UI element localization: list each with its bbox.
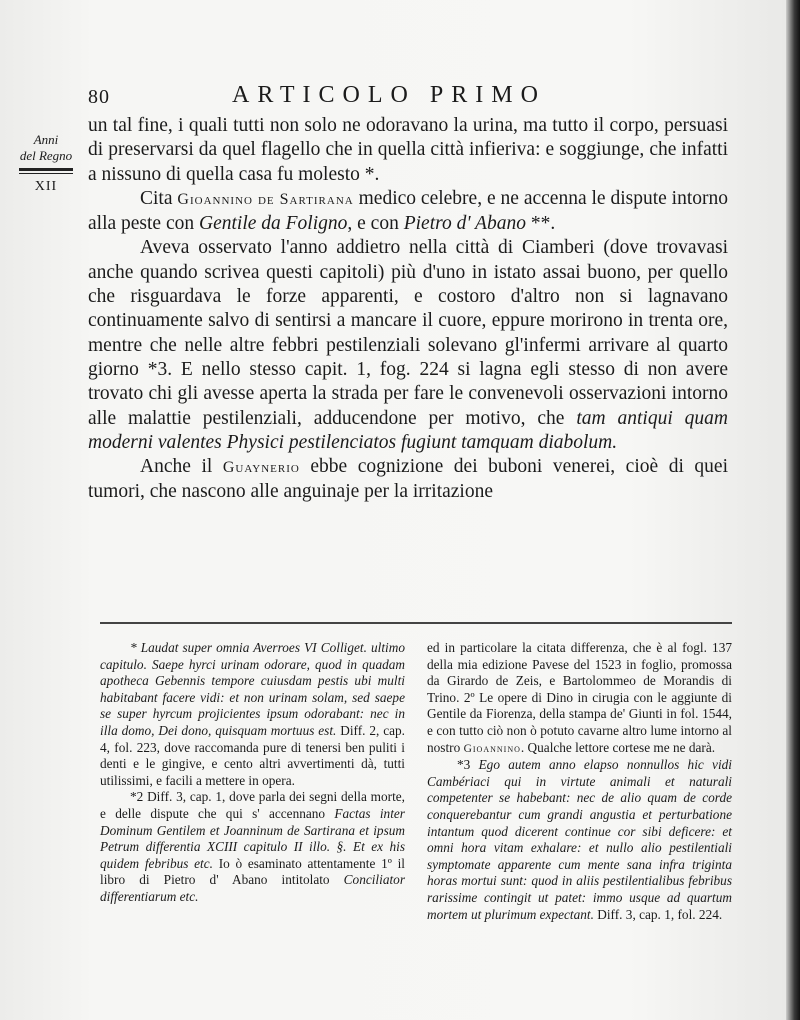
paragraph-1: un tal fine, i quali tutti non solo ne odoravano la urina, ma tutto il corpo, persuasi di preservarsi da quel flagello che in quella città infieriva: e soggiunge, che infatti a nissuno di quella casa fu molesto *.: [88, 115, 728, 185]
text-run: Aveva osservato l'anno addietro nella città di Ciamberi (dove trovavasi anche quando scrivea questi capitoli) più d'uno in istato assai buono, per quello che risguardava le forze apparenti, e costoro d'altro non si lagnavano continuamente salvo di sentirsi a mancare il cuore, eppure morirono in trenta ore, mentre che nelle altre febbri pestilenziali solevano gl'infermi arrivare al quarto giorno *3. E nello stesso capit. 1, fog. 224 si lagna egli stesso di non avere trovato chi gli avesse aperta la strada per fare le convenevoli osservazioni intorno alle malattie pestilenziali, adducendone per motivo, che: [88, 237, 728, 429]
footnote-2-start: [100, 789, 405, 905]
italic-name: Pietro d' Abano: [403, 213, 526, 235]
text-run: , e con: [347, 213, 404, 235]
person-name: Gioannino de Sartirana: [177, 190, 354, 208]
person-name: Guaynerio: [222, 459, 300, 477]
latin-quote: Factas inter Dominum Gentilem et Joanninum de Sartirana et ipsum Petrum differentia XCIII capitulo II illo. §. Et ex his quidem febribus etc.: [100, 805, 405, 871]
margin-note-regno: del Regno: [19, 148, 73, 163]
margin-rule: [19, 168, 73, 171]
text-run: *3: [457, 757, 479, 773]
page-edge-shadow: [786, 0, 800, 1020]
margin-note: [16, 132, 76, 195]
footnote-column-right: [427, 640, 732, 923]
text-run: Anche il: [140, 456, 223, 478]
text-run: *2 Diff. 3, cap. 1, dove parla dei segni della morte, e delle dispute che qui s' accennano: [100, 789, 405, 821]
footnote-1: [100, 640, 405, 789]
page-number: 80: [88, 86, 110, 108]
book-title: Conciliator differentiarum etc.: [100, 872, 405, 904]
latin-quote: Ego autem anno elapso nonnullos hic vidi Cambériaci qui in virtute animali et naturali competenter se habebant: nec de alio quam de corde conquerebantur cum grandi angustia et perturbatione intantum quod dicerent continue cor sibi deficere: et omni hora vitam exhalare: et nullo alio pestilentiali symptomate apparente cum mente sana infra triginta horas mortui sunt: quod in aliis pestilentialibus febribus rarissime contingit ut patet: immo usque ad quartum mortem ut plurimum expectant.: [427, 757, 732, 922]
text-run: medico celebre, e ne accenna le dispute intorno alla peste con: [88, 187, 729, 235]
text-run: Diff. 2, cap. 4, fol. 223, dove raccomanda pure di tenersi ben puliti i denti e le gingive, e cento altri avvertimenti dà, tutti utilissimi, e facili a mettere in opera.: [100, 722, 405, 788]
person-name: Gioannino: [463, 742, 521, 755]
paragraph-4: [88, 455, 728, 505]
italic-name: Gentile da Foligno: [199, 213, 348, 235]
running-title: ARTICOLO PRIMO: [232, 82, 546, 108]
footnote-2-cont: [427, 640, 732, 757]
main-text: [88, 114, 728, 505]
footnote-column-left: [100, 640, 405, 923]
text-run: . Qualche lettore cortese me ne darà.: [520, 739, 716, 755]
latin-quote: * Laudat super omnia Averroes VI Colliget. ultimo capitulo. Saepe hyrci urinam odorare, quod in quadam apotheca Gebennis tempore cuiusdam pestis ubi multi habitabant facere vidi: et non urinam solam, sed saepe se super hyrcum projicientes ipsum odorabant: nec in illa domo, Dei dono, quisquam mortuus est.: [100, 640, 405, 738]
paragraph-2: [88, 187, 728, 237]
text-run: ebbe cognizione dei buboni venerei, cioè di quei tumori, che nascono alle anguinaje per la irritazione: [88, 456, 728, 503]
text-run: ed in particolare la citata differenza, che è al fogl. 137 della mia edizione Pavese del 1523 in foglio, promossa da Girardo de Zeis, e Bartolommeo de Morandis di Trino. 2º Le opere di Dino in cirugia con le aggiunte di Gentile da Fiorenza, della stampa de' Giunti in fol. 1544, e con tutto ciò non ò potuto cavarne altro lume intorno al nostro: [427, 640, 732, 755]
latin-quote: tam antiqui quam moderni valentes Physici pestilenciatos fugiunt tamquam diabolum.: [88, 407, 728, 453]
text-run: Io ò esaminato attentamente 1º il libro di Pietro d' Abano intitolato: [100, 855, 405, 888]
footnotes: [100, 640, 732, 923]
text-run: Cita: [140, 187, 178, 209]
text-run: Diff. 3, cap. 1, fol. 224.: [593, 906, 723, 922]
footnote-3: [427, 757, 732, 923]
footnote-rule: [100, 622, 732, 624]
text-run: **.: [525, 213, 556, 235]
margin-rule-thin: [19, 173, 73, 174]
margin-note-year: XII: [34, 179, 58, 194]
paragraph-3: [88, 236, 728, 455]
margin-note-anni: Anni: [33, 132, 59, 147]
